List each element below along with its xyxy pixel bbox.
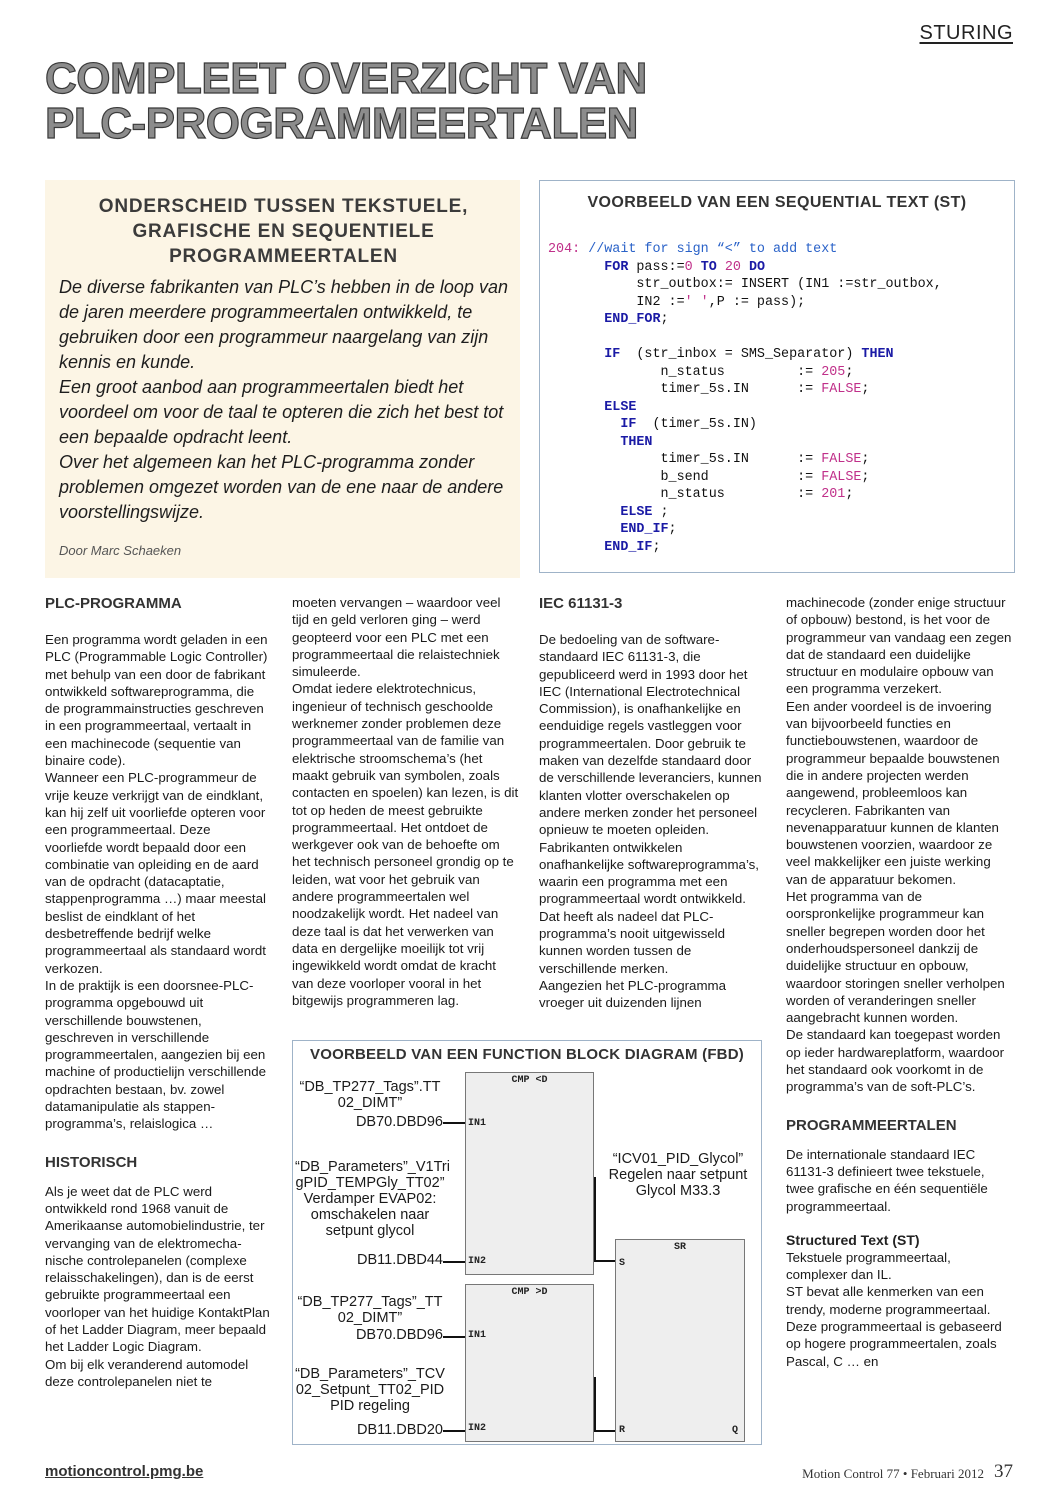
byline: Door Marc Schaeken xyxy=(59,543,182,558)
st-example-title: VOORBEELD VAN EEN SEQUENTIAL TEXT (ST) xyxy=(587,194,967,211)
intro-paragraph: De diverse fabrikanten van PLC’s hebben in de loop van de jaren meerdere programmeertalen ontwikkeld, te gebruiken door een programmeur naargelang van zijn kennis en kunde. xyxy=(59,277,508,372)
fbd-output-label: “ICV01_PID_Glycol” Regelen naar setpunt Glycol M33.3 xyxy=(608,1151,748,1199)
code-token: ; xyxy=(668,522,677,537)
fbd-input-address: DB70.DBD96 xyxy=(355,1114,443,1130)
code-token xyxy=(548,260,604,275)
heading-structured-text: Structured Text (ST) xyxy=(786,1231,920,1248)
fbd-wire xyxy=(443,1336,465,1338)
paragraph: machinecode (zonder enige structuur of opbouw) bestond, is het voor de programmeur van vandaag een zegen dat de standaard een duidelijke structuur en modulaire opbouw van een programma verzekert. xyxy=(786,595,1012,697)
code-line xyxy=(548,276,942,294)
code-token: ; xyxy=(861,452,870,467)
code-token: 204: xyxy=(548,242,589,257)
paragraph: Om bij elk veranderend automodel deze controlepanelen niet te xyxy=(45,1356,249,1389)
code-token: TO xyxy=(700,259,717,275)
heading-iec: IEC 61131-3 xyxy=(539,595,623,612)
code-line xyxy=(548,399,942,417)
code-token: ; xyxy=(652,504,669,520)
code-token: timer_5s.IN := xyxy=(548,382,822,397)
code-line xyxy=(548,451,942,469)
code-token: ELSE xyxy=(604,399,637,415)
code-token: (str_inbox = SMS_Separator) xyxy=(620,347,862,362)
paragraph: Als je weet dat de PLC werd ontwikkeld rond 1968 vanuit de Amerikaanse automobielindustrie, ter vervanging van de elektromechanische controlepanelen (complexe relaisschakelingen), dan is de eerst gebruikte programmeertaal een voorloper van het huidige KontaktPlan of het Ladder Diagram, meer bepaald het Ladder Logic Diagram. xyxy=(45,1183,270,1355)
intro-paragraph: Een groot aanbod aan programmeertalen biedt het voordeel om voor de taal te opteren die zich het best tot een bepaalde opdracht leent. xyxy=(59,377,504,447)
fbd-input-label: “DB_Parameters”_V1Tri gPID_TEMPGly_TT02” Verdamper EVAP02: omschakelen naar setpunt glycol xyxy=(295,1159,450,1239)
code-token xyxy=(548,417,620,432)
code-token xyxy=(548,505,620,520)
code-token xyxy=(548,347,604,362)
code-line xyxy=(548,434,942,452)
code-token: b_send := xyxy=(548,469,822,485)
code-token: //wait for sign “<” to add text xyxy=(588,242,838,257)
fbd-wire xyxy=(443,1122,465,1124)
code-token xyxy=(548,540,604,555)
code-token: FALSE xyxy=(821,382,862,397)
code-token xyxy=(548,522,620,537)
code-line xyxy=(548,504,942,522)
code-token: FALSE xyxy=(821,469,862,485)
code-token xyxy=(717,260,725,275)
code-token xyxy=(548,435,620,450)
headline-line-1: COMPLEET OVERZICHT VAN xyxy=(45,54,647,103)
intro-text xyxy=(59,275,508,525)
code-token: ' ' xyxy=(684,294,709,310)
column-4 xyxy=(786,594,1014,1370)
fbd-block-cmp-greater xyxy=(465,1284,594,1442)
code-token: ; xyxy=(652,539,661,555)
fbd-pin: IN2 xyxy=(468,1256,487,1267)
column-2 xyxy=(292,594,520,1009)
code-token: END_IF xyxy=(620,522,669,537)
code-token: str_outbox:= INSERT (IN1 :=str_outbox, xyxy=(548,277,942,292)
code-token: THEN xyxy=(620,434,653,450)
code-token: ; xyxy=(861,469,870,485)
section-tag: STURING xyxy=(919,22,1013,44)
paragraph: ST bevat alle kenmerken van een trendy, moderne programmeertaal. Deze programmeertaal is gebaseerd op hogere programmeertalen, zoals Pascal, C … en xyxy=(786,1284,1002,1369)
paragraph: Wanneer een PLC-programmeur de vrije keuze verkrijgt van de eindklant, kan hij zelf uit voorliefde opteren voor een programmeertaal. Deze voorliefde wordt bepaald door een combinatie van opleiding en de aard van de opdracht (datacaptatie, stappenprogramma …) maar meestal beslist de eindklant of het desbetreffende bedrijf welke programmeertaal als standaard wordt verkozen. xyxy=(45,770,266,976)
code-token: IF xyxy=(620,417,637,432)
fbd-block-sr xyxy=(615,1239,745,1442)
paragraph: Omdat iedere elektrotechnicus, ingenieur of technisch geschoolde werknemer zonder problemen deze programmeertaal van de familie van elektrische stroomschema’s (het maakt gebruik van symbolen, zoals contacten en spoelen) kan lezen, is dit tot op heden de meest gebruikte programmeertaal. Het ontdoet de werkgever ook van de behoefte om het technisch personeel grondig op te leiden, wat voor het gebruik van andere programmeertalen wel noodzakelijk wordt. Het nadeel van deze taal is dat het verwerken van data en dergelijke moeilijk tot vrij ingewikkeld wordt omdat de kracht van deze voorloper vooral in het bitgewijs programmeren lag. xyxy=(292,681,519,1008)
paragraph: De bedoeling van de softwarestandaard IEC 61131-3, die gepubliceerd werd in 1993 door het IEC (International Electrotechnical Commission), is onafhankelijke en eenduidige regels vastleggen voor programmeertalen. Door gebruik te maken van dezelfde standaard door de verschillende leveranciers, kunnen klanten vlotter overschakelen op andere merken zonder het personeel opnieuw te moeten opleiden. Fabrikanten ontwikkelen onafhankelijke softwareprogramma’s, waarin een programma met een programmeertaal wordt ontwikkeld. Dat heeft als nadeel dat PLC-programma’s nooit uitgewisseld kunnen worden tussen de verschillende merken. xyxy=(539,632,762,976)
code-line xyxy=(548,521,942,539)
code-line xyxy=(548,539,942,557)
code-token: IF xyxy=(604,347,621,362)
code-token: (timer_5s.IN) xyxy=(636,417,757,432)
st-code-listing xyxy=(548,241,942,556)
code-line xyxy=(548,364,942,382)
code-token: ; xyxy=(660,312,669,327)
fbd-input-label: “DB_TP277_Tags”_TT 02_DIMT” xyxy=(297,1294,443,1326)
fbd-wire xyxy=(594,1377,596,1431)
fbd-pin: IN1 xyxy=(468,1330,487,1341)
code-line xyxy=(548,469,942,487)
code-token: END_IF xyxy=(604,539,653,555)
fbd-wire xyxy=(443,1430,465,1432)
fbd-example-title: VOORBEELD VAN EEN FUNCTION BLOCK DIAGRAM (FBD) xyxy=(310,1046,744,1063)
fbd-input-address: DB11.DBD20 xyxy=(357,1422,443,1438)
paragraph: Een programma wordt geladen in een PLC (Programmable Logic Controller) met behulp van een door de fabrikant ontwikkeld softwareprogramma, die de programmainstructies geschreven in een programmeertaal, vertaalt in een machinecode (sequentie van binaire code). xyxy=(45,632,268,769)
code-token xyxy=(548,400,604,415)
code-token: 0 xyxy=(684,259,693,275)
paragraph: Het programma van de oorspronkelijke programmeur kan sneller begrepen worden door het onderhoudspersoneel dankzij de duidelijke structuur en opbouw, waardoor storingen sneller verholpen worden of veranderingen sneller aangebracht kunnen worden. xyxy=(786,889,1005,1026)
paragraph: Aangezien het PLC-programma vroeger uit duizenden lijnen xyxy=(539,977,726,1011)
code-token: ; xyxy=(845,487,854,502)
code-token: FALSE xyxy=(821,452,862,467)
code-token: n_status := xyxy=(548,487,822,502)
code-token: timer_5s.IN := xyxy=(548,452,822,467)
code-token: DO xyxy=(748,259,766,275)
code-token: ELSE xyxy=(620,504,653,520)
fbd-block-name: SR xyxy=(673,1242,686,1253)
column-1 xyxy=(45,594,270,1390)
heading-historisch: HISTORISCH xyxy=(45,1153,138,1171)
column-3 xyxy=(539,594,767,1012)
code-line xyxy=(548,259,942,277)
fbd-wire xyxy=(594,1430,616,1432)
code-token: THEN xyxy=(861,347,894,362)
code-token xyxy=(741,260,749,275)
code-line xyxy=(548,311,942,329)
code-token: FOR xyxy=(604,259,629,275)
fbd-wire xyxy=(443,1261,465,1263)
code-token: ,P := pass); xyxy=(708,294,806,310)
page-number: 37 xyxy=(994,1461,1013,1482)
code-token: ; xyxy=(861,382,870,397)
footer-publication: Motion Control 77 • Februari 2012 xyxy=(802,1466,984,1481)
fbd-pin: IN2 xyxy=(468,1423,487,1434)
paragraph: In de praktijk is een doorsnee-PLC-programma opgebouwd uit verschillende bouwstenen, geschreven in verschillende programmeertalen, aangezien bij een machine of productielijn verschillende opdrachten bestaan, bv. zowel datamanipulatie als stappenprogramma’s, relaislogica … xyxy=(45,977,266,1132)
code-token: ; xyxy=(845,364,854,380)
code-line xyxy=(548,241,942,259)
code-token: pass:= xyxy=(628,259,685,275)
intro-paragraph: Over het algemeen kan het PLC-programma zonder problemen omgezet worden van de ene naar de andere voorstellingswijze. xyxy=(59,452,504,522)
fbd-input-address: DB70.DBD96 xyxy=(355,1327,443,1343)
intro-box xyxy=(45,180,520,578)
heading-programmeertalen: PROGRAMMEERTALEN xyxy=(786,1116,957,1134)
code-line xyxy=(548,346,942,364)
st-example-box xyxy=(539,180,1015,573)
code-token: 201 xyxy=(821,487,846,502)
paragraph: De internationale standaard IEC 61131-3 definieert twee tekstuele, twee grafische en één sequentiële programmeertaal. xyxy=(786,1146,988,1214)
code-token: IN2 := xyxy=(548,294,685,310)
fbd-pin: Q xyxy=(731,1425,738,1436)
fbd-input-label: “DB_Parameters”_TCV 02_Setpunt_TT02_PID PID regeling xyxy=(295,1366,445,1414)
fbd-pin: R xyxy=(619,1425,626,1436)
code-token: n_status := xyxy=(548,364,822,380)
intro-heading: ONDERSCHEID TUSSEN TEKSTUELE, GRAFISCHE EN SEQUENTIELE PROGRAMMEERTALEN xyxy=(98,196,469,267)
footer-url-link[interactable]: motioncontrol.pmg.be xyxy=(45,1463,204,1480)
paragraph: Tekstuele programmeertaal, complexer dan IL. xyxy=(786,1249,951,1283)
code-token: END_FOR xyxy=(604,312,661,327)
heading-plc-programma: PLC-PROGRAMMA xyxy=(45,595,182,612)
fbd-block-name: CMP <D xyxy=(511,1075,548,1086)
headline xyxy=(45,56,765,146)
code-token xyxy=(693,260,701,275)
code-line xyxy=(548,329,942,347)
code-line xyxy=(548,486,942,504)
fbd-input-label: “DB_TP277_Tags”.TT 02_DIMT” xyxy=(299,1079,441,1111)
paragraph: moeten vervangen – waardoor veel tijd en geld verloren ging – werd geopteerd voor een PLC met een programmeertaal die relaistechniek simuleerde. xyxy=(292,595,501,680)
fbd-pin: S xyxy=(619,1258,626,1269)
code-token: 205 xyxy=(821,364,846,380)
code-token xyxy=(548,312,604,327)
fbd-block-name: CMP >D xyxy=(511,1287,548,1298)
code-line xyxy=(548,416,942,434)
fbd-wire xyxy=(594,1260,616,1262)
fbd-block-cmp-less xyxy=(465,1072,594,1275)
fbd-input-address: DB11.DBD44 xyxy=(357,1252,443,1268)
fbd-pin: IN1 xyxy=(468,1118,487,1129)
paragraph: De standaard kan toegepast worden op ieder hardwareplatform, waardoor het standaard ook voorkomt in de programma’s van de soft-PLC’s. xyxy=(786,1027,1005,1095)
fbd-wire xyxy=(594,1177,596,1261)
code-line xyxy=(548,294,942,312)
code-token: 20 xyxy=(724,259,741,275)
fbd-example-box xyxy=(292,1040,762,1445)
paragraph: Een ander voordeel is de invoering van bijvoorbeeld functies en functiebouwstenen, waardoor de programmeur bepaalde bouwstenen die in andere projecten werden aangewend, probleemloos kan recycleren. Fabrikanten van nevenapparatuur kunnen de klanten bouwstenen voorzien, waardoor ze veel makkelijker een juiste werking van de apparatuur bekomen. xyxy=(786,698,1000,887)
code-line xyxy=(548,381,942,399)
headline-line-2: PLC-PROGRAMMEERTALEN xyxy=(45,99,638,148)
